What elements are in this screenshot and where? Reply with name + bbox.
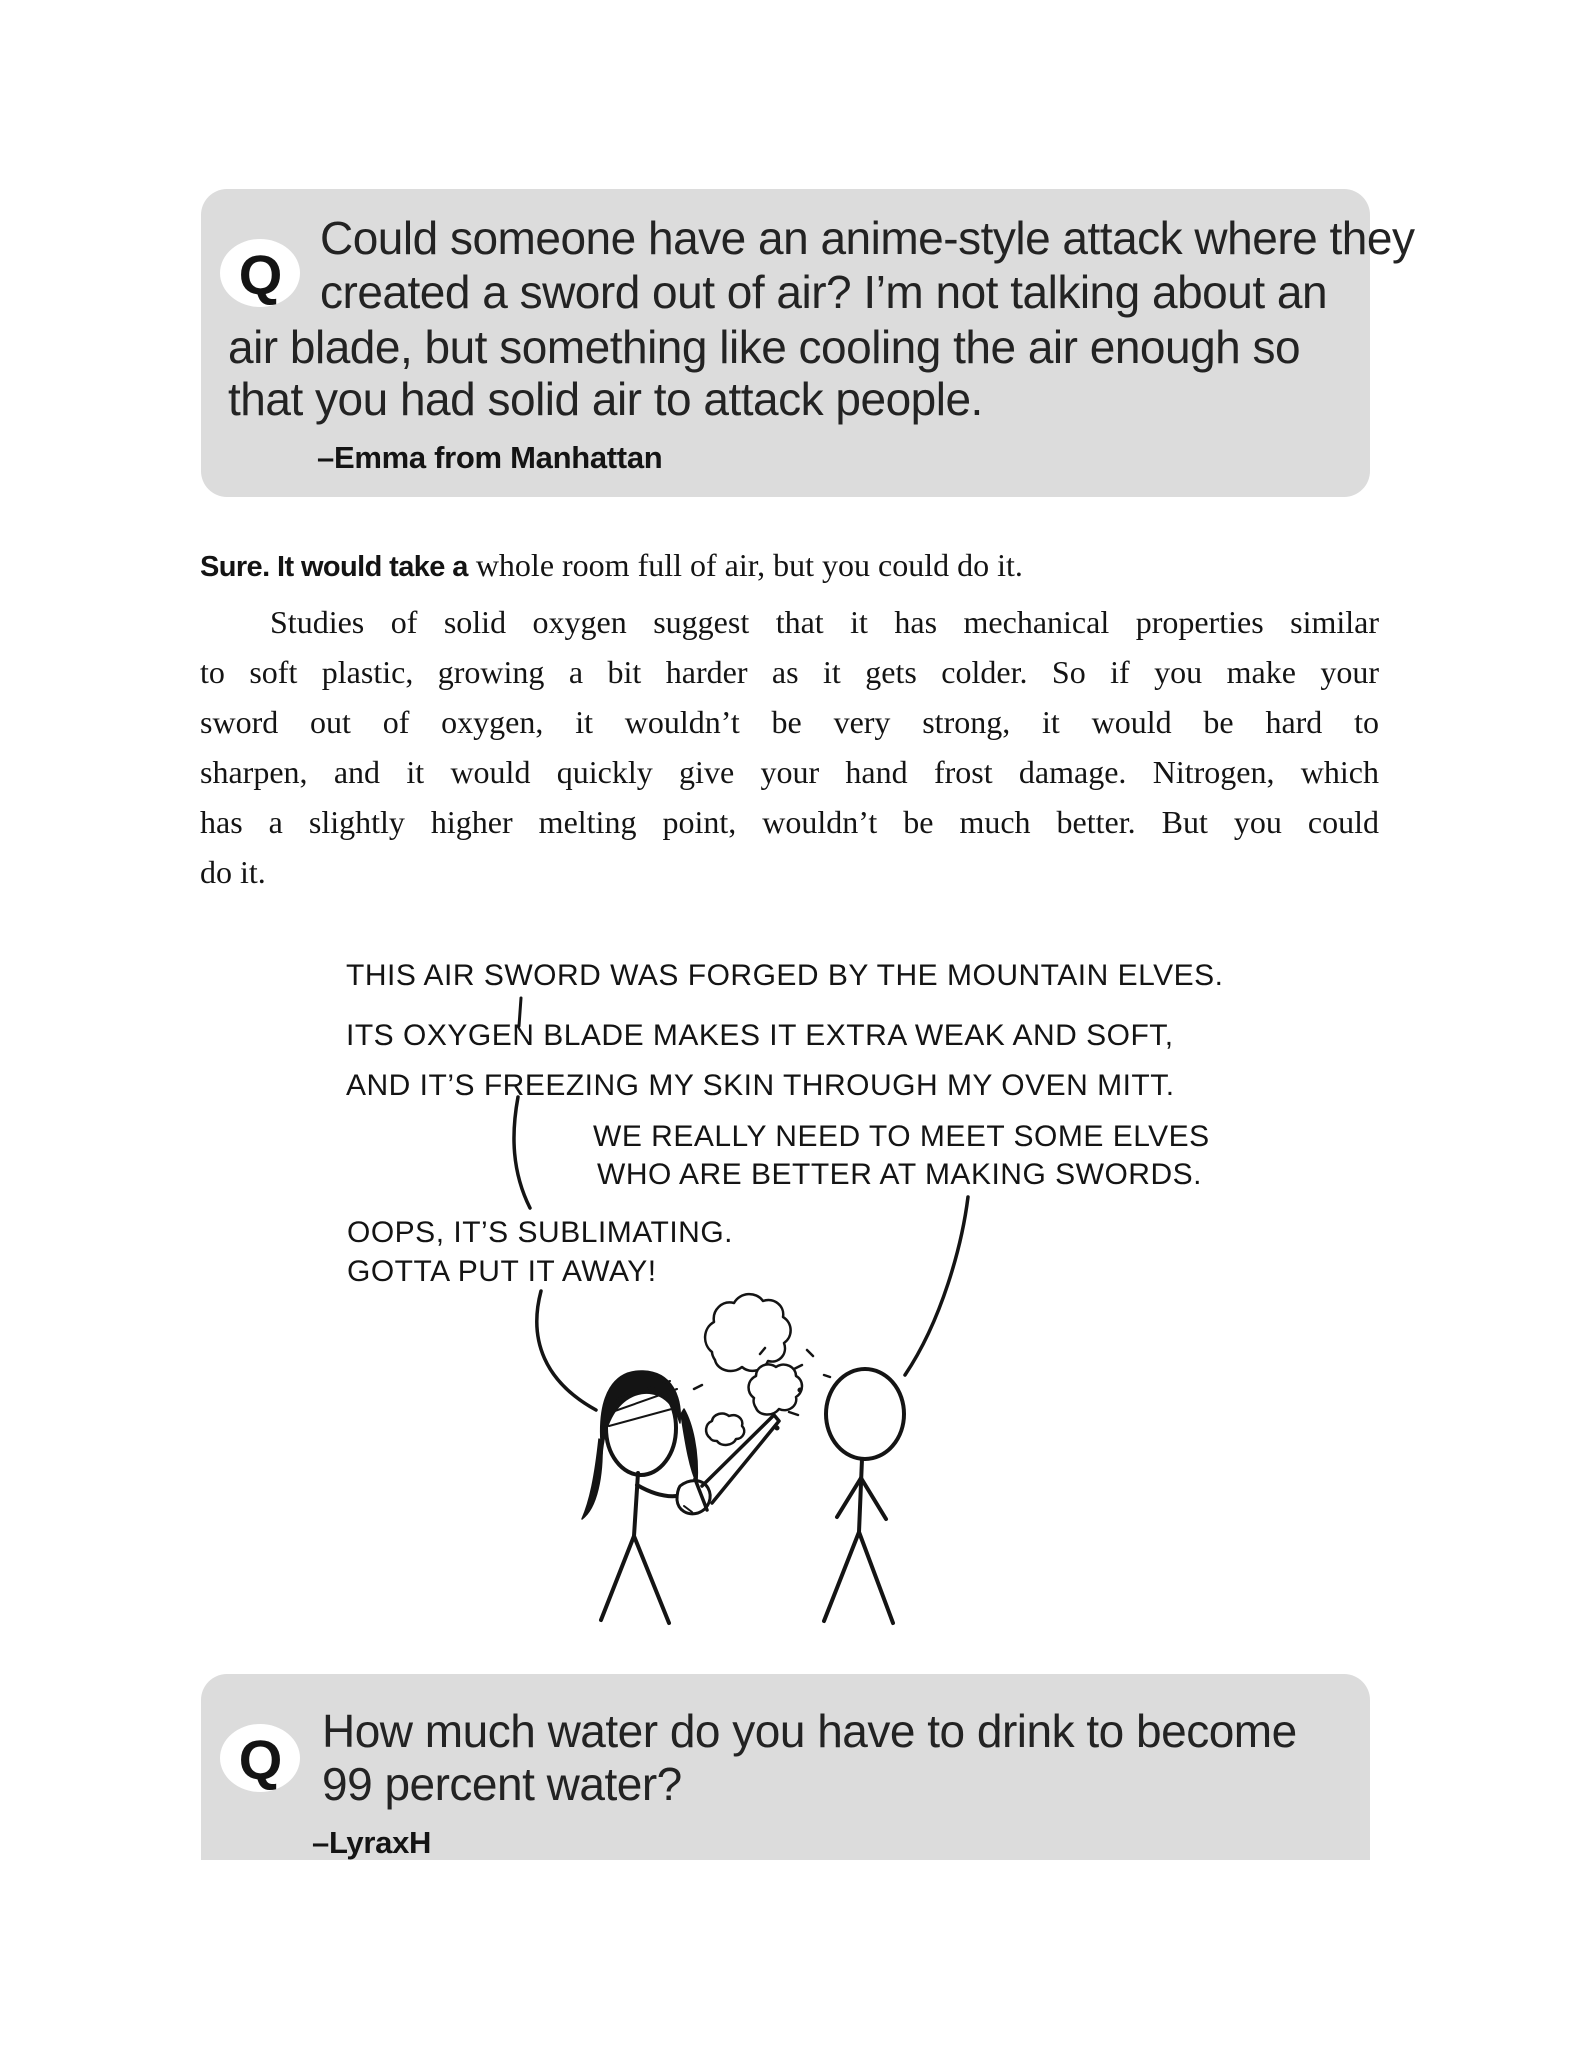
- question1-line-3: air blade, but something like cooling the air enough so: [228, 321, 1301, 373]
- left-figure-body: [634, 1473, 638, 1536]
- right-figure-head: [826, 1369, 904, 1459]
- right-figure-legs: [824, 1532, 893, 1623]
- question1-line-4: that you had solid air to attack people.: [228, 373, 983, 425]
- vapor-puff-small: [706, 1414, 744, 1445]
- vapor-dot: [775, 1426, 779, 1430]
- right-stick-figure: [824, 1369, 904, 1623]
- sublimation-vapor: [694, 1294, 830, 1445]
- left-figure-hair-lock-left: [582, 1439, 602, 1519]
- answer-para-line: has a slightly higher melting point, wouldn’t be much better. But you could: [200, 804, 1379, 840]
- answer-para-line: sword out of oxygen, it wouldn’t be very strong, it would be hard to: [200, 704, 1379, 740]
- answer-para-line: to soft plastic, growing a bit harder as it gets colder. So if you make your: [200, 654, 1379, 690]
- answer-lead-line: [200, 547, 1023, 584]
- comic-speech1-line1: THIS AIR SWORD WAS FORGED BY THE MOUNTAIN ELVES.: [346, 959, 1224, 992]
- vapor-puff-medium: [749, 1364, 802, 1414]
- question2-line-2: 99 percent water?: [322, 1758, 682, 1810]
- comic-speech1-line2: ITS OXYGEN BLADE MAKES IT EXTRA WEAK AND SOFT,: [346, 1019, 1174, 1052]
- answer-lead-bold: Sure. It would take a: [200, 551, 468, 583]
- comic-speech3-line2: GOTTA PUT IT AWAY!: [347, 1255, 657, 1288]
- question2-line-1: How much water do you have to drink to become: [322, 1705, 1297, 1757]
- speech-tail-left-lower: [537, 1291, 596, 1410]
- answer-paragraph: [200, 597, 1379, 897]
- answer-lead-rest: whole room full of air, but you could do it.: [467, 547, 1023, 583]
- q-badge-letter: Q: [238, 1728, 282, 1791]
- speech-tail-left-upper: [514, 1097, 530, 1208]
- question1-line-1: Could someone have an anime-style attack where they: [320, 212, 1415, 264]
- q-badge-letter: Q: [238, 243, 282, 306]
- left-figure-legs: [601, 1536, 669, 1623]
- comic-speech3-line1: OOPS, IT’S SUBLIMATING.: [347, 1216, 734, 1249]
- answer-para-line: sharpen, and it would quickly give your hand frost damage. Nitrogen, which: [200, 754, 1379, 790]
- comic-speech2-line1: WE REALLY NEED TO MEET SOME ELVES: [593, 1120, 1210, 1153]
- right-figure-body: [859, 1459, 862, 1532]
- comic-speech1-line3: AND IT’S FREEZING MY SKIN THROUGH MY OVEN MITT.: [346, 1069, 1175, 1102]
- answer-para-line: do it.: [200, 854, 266, 890]
- question2-attribution: –LyraxH: [312, 1825, 432, 1860]
- left-figure-hair-lock-right: [681, 1409, 697, 1484]
- question1-line-2: created a sword out of air? I’m not talking about an: [320, 266, 1328, 318]
- comic-illustration: [240, 920, 1250, 1630]
- q-badge: [220, 239, 300, 307]
- question1-attribution: –Emma from Manhattan: [317, 440, 663, 475]
- speech-tail-right: [905, 1197, 968, 1375]
- left-stick-figure: [582, 1371, 710, 1623]
- comic-speech2-line2: WHO ARE BETTER AT MAKING SWORDS.: [597, 1158, 1202, 1191]
- q-badge: [220, 1724, 300, 1792]
- vapor-puff-large: [705, 1294, 791, 1371]
- vapor-dot: [798, 1388, 802, 1392]
- answer-para-line: Studies of solid oxygen suggest that it has mechanical properties similar: [270, 604, 1379, 640]
